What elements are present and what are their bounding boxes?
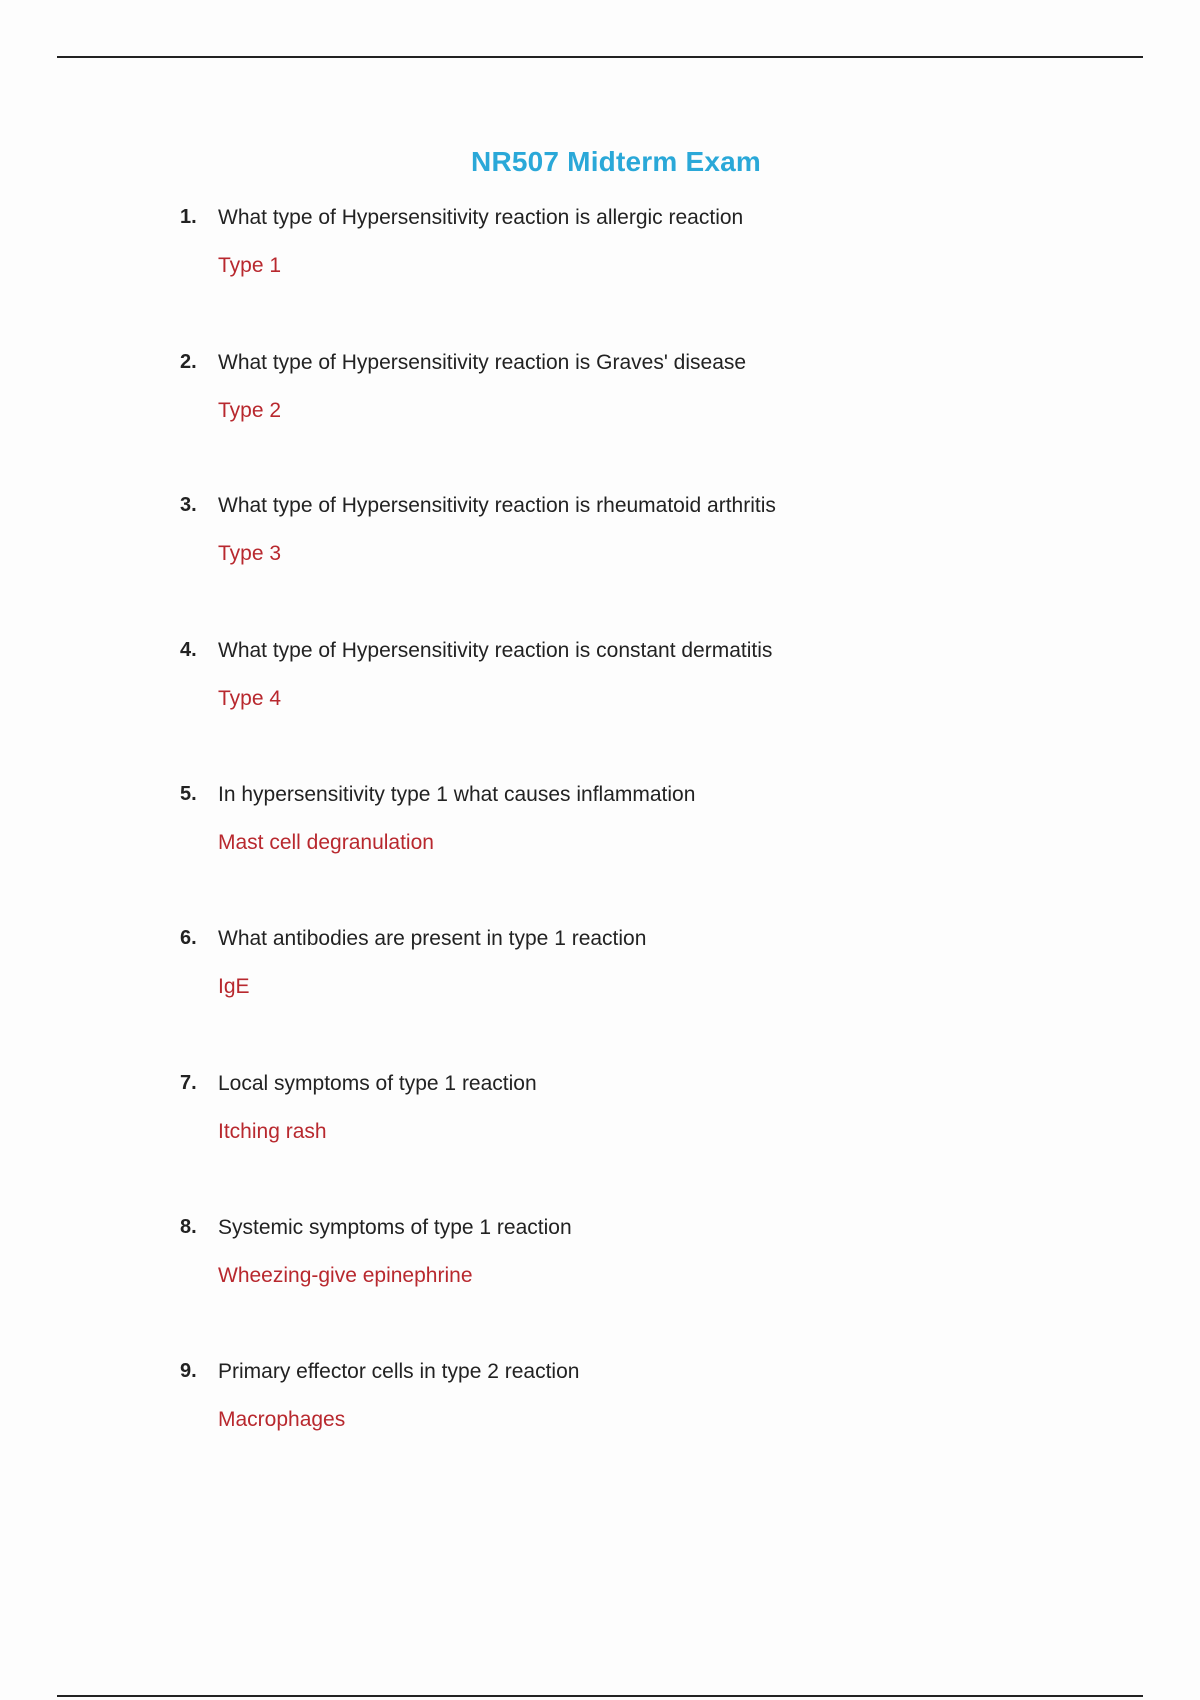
answer-text: Type 4 [218, 687, 282, 710]
answer-text: Type 1 [218, 254, 282, 277]
document-title: NR507 Midterm Exam [471, 146, 761, 177]
question-number: 9. [180, 1360, 197, 1382]
question-number: 2. [180, 351, 197, 373]
question-number: 1. [180, 206, 197, 228]
header-rule [57, 56, 1143, 58]
question-text: What type of Hypersensitivity reaction is rheumatoid arthritis [218, 494, 776, 517]
question-text: What type of Hypersensitivity reaction is constant dermatitis [218, 639, 773, 662]
question-text: In hypersensitivity type 1 what causes inflammation [218, 783, 696, 806]
question-number: 3. [180, 494, 197, 516]
footer-rule [57, 1695, 1143, 1697]
question-number: 6. [180, 927, 197, 949]
question-text: Primary effector cells in type 2 reaction [218, 1360, 580, 1383]
answer-text: Macrophages [218, 1408, 346, 1431]
question-text: Systemic symptoms of type 1 reaction [218, 1216, 572, 1239]
question-number: 4. [180, 639, 197, 661]
question-text: Local symptoms of type 1 reaction [218, 1072, 537, 1095]
question-text: What type of Hypersensitivity reaction is Graves' disease [218, 351, 747, 374]
question-number: 5. [180, 783, 197, 805]
answer-text: Type 2 [218, 399, 282, 422]
answer-text: Type 3 [218, 542, 282, 565]
answer-text: Mast cell degranulation [218, 831, 434, 854]
question-number: 7. [180, 1072, 197, 1094]
question-number: 8. [180, 1216, 197, 1238]
question-text: What antibodies are present in type 1 reaction [218, 927, 647, 950]
answer-text: IgE [218, 975, 250, 998]
answer-text: Wheezing-give epinephrine [218, 1264, 473, 1287]
answer-text: Itching rash [218, 1120, 327, 1143]
question-text: What type of Hypersensitivity reaction is allergic reaction [218, 206, 744, 229]
